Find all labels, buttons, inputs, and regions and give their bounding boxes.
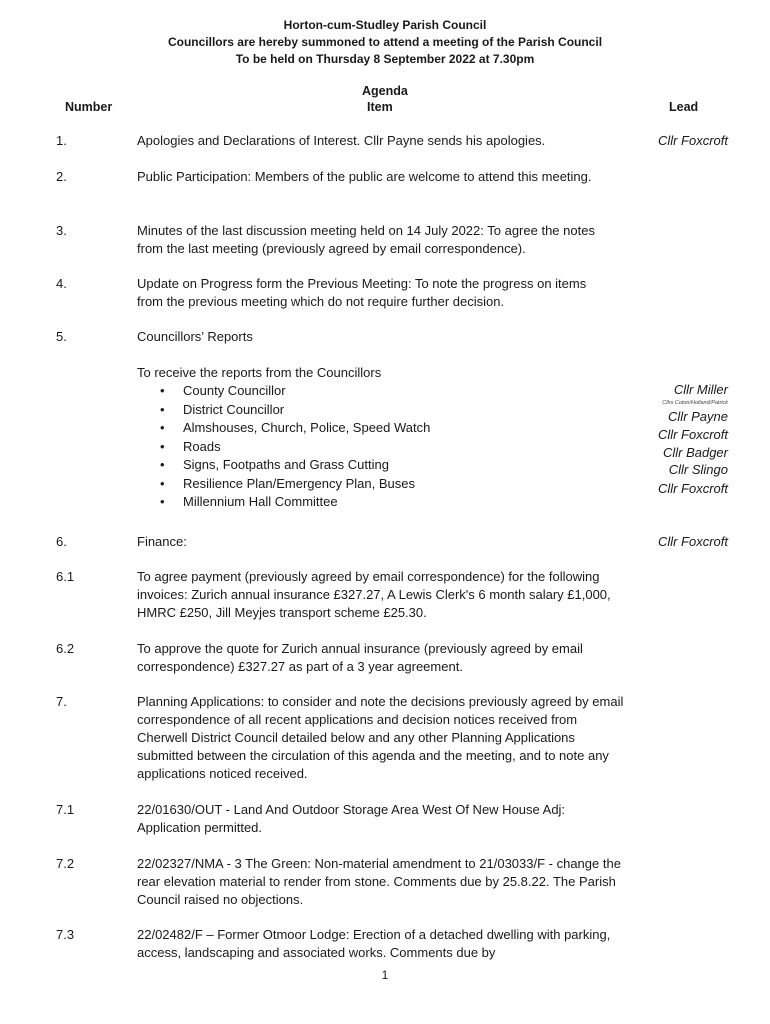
report-lead: Cllrs Coton/Holland/Patrick <box>662 400 728 406</box>
meeting-date: To be held on Thursday 8 September 2022 at 7.30pm <box>235 52 535 66</box>
number-column-heading: Number <box>65 100 113 114</box>
list-item: • Almshouses, Church, Police, Speed Watch <box>137 419 430 438</box>
item-text: 22/02482/F – Former Otmoor Lodge: Erection of a detached dwelling with parking, access, landscaping and associated works. Comments due by <box>137 927 611 960</box>
item-number: 6.2 <box>56 641 75 656</box>
item-text: Public Participation: Members of the public are welcome to attend this meeting. <box>137 169 592 184</box>
council-name: Horton-cum-Studley Parish Council <box>283 18 487 32</box>
page-number: 1 <box>381 968 389 982</box>
item-number: 6.1 <box>56 569 75 584</box>
item-text: Update on Progress form the Previous Meeting: To note the progress on items from the previous meeting which do not require further decision. <box>137 276 587 309</box>
list-item: • County Councillor <box>137 382 430 401</box>
item-number: 6. <box>56 534 67 549</box>
list-item: • Signs, Footpaths and Grass Cutting <box>137 456 430 475</box>
item-number: 4. <box>56 276 67 291</box>
item-number: 7.2 <box>56 856 75 871</box>
reports-list <box>137 382 430 512</box>
lead-column-heading: Lead <box>669 100 699 114</box>
report-lead: Cllr Miller <box>673 382 728 397</box>
report-lead: Cllr Foxcroft <box>657 427 728 442</box>
item-text: 22/01630/OUT - Land And Outdoor Storage Area West Of New House Adj: Application permitted. <box>137 802 566 835</box>
list-item: • District Councillor <box>137 401 430 420</box>
report-lead: Cllr Slingo <box>668 462 728 477</box>
item-text: Apologies and Declarations of Interest. Cllr Payne sends his apologies. <box>137 133 546 148</box>
report-lead: Cllr Payne <box>668 409 728 424</box>
item-text: Finance: <box>137 534 187 549</box>
item-number: 2. <box>56 169 67 184</box>
list-item: • Resilience Plan/Emergency Plan, Buses <box>137 475 430 494</box>
item-lead: Cllr Foxcroft <box>657 133 728 148</box>
list-item: • Millennium Hall Committee <box>137 493 430 512</box>
reports-intro: To receive the reports from the Councillors <box>137 365 382 380</box>
item-number: 7.3 <box>56 927 75 942</box>
item-number: 7.1 <box>56 802 75 817</box>
item-number: 5. <box>56 329 67 344</box>
item-text: To approve the quote for Zurich annual insurance (previously agreed by email correspondence) £327.27 as part of a 3 year agreement. <box>137 641 583 674</box>
item-text: To agree payment (previously agreed by email correspondence) for the following invoices: Zurich annual insurance £327.27, A Lewis Clerk's 6 month salary £1,000, HMRC £250, Jill Meyjes transport scheme £25.30. <box>137 569 611 620</box>
item-text: 22/02327/NMA - 3 The Green: Non-material amendment to 21/03033/F - change the rear elevation material to render from stone. Comments due by 25.8.22. The Parish Council raised no objections. <box>137 856 621 907</box>
list-item: • Roads <box>137 438 430 457</box>
item-number: 1. <box>56 133 67 148</box>
summons-line: Councillors are hereby summoned to attend a meeting of the Parish Council <box>167 35 603 49</box>
report-lead: Cllr Foxcroft <box>657 481 728 496</box>
item-text: Planning Applications: to consider and note the decisions previously agreed by email correspondence of all recent applications and decision notices received from Cherwell District Council detailed below and any other Planning Applications submitted between the circulation of this agenda and the meeting, and to note any applications noticed received. <box>137 694 624 781</box>
report-lead: Cllr Badger <box>662 445 728 460</box>
item-lead: Cllr Foxcroft <box>657 534 728 549</box>
item-number: 7. <box>56 694 67 709</box>
item-text: Minutes of the last discussion meeting held on 14 July 2022: To agree the notes from the last meeting (previously agreed by email correspondence). <box>137 223 595 256</box>
item-number: 3. <box>56 223 67 238</box>
agenda-heading: Agenda <box>362 84 408 98</box>
item-column-heading: Item <box>367 100 393 114</box>
item-text: Councillors’ Reports <box>137 329 253 344</box>
